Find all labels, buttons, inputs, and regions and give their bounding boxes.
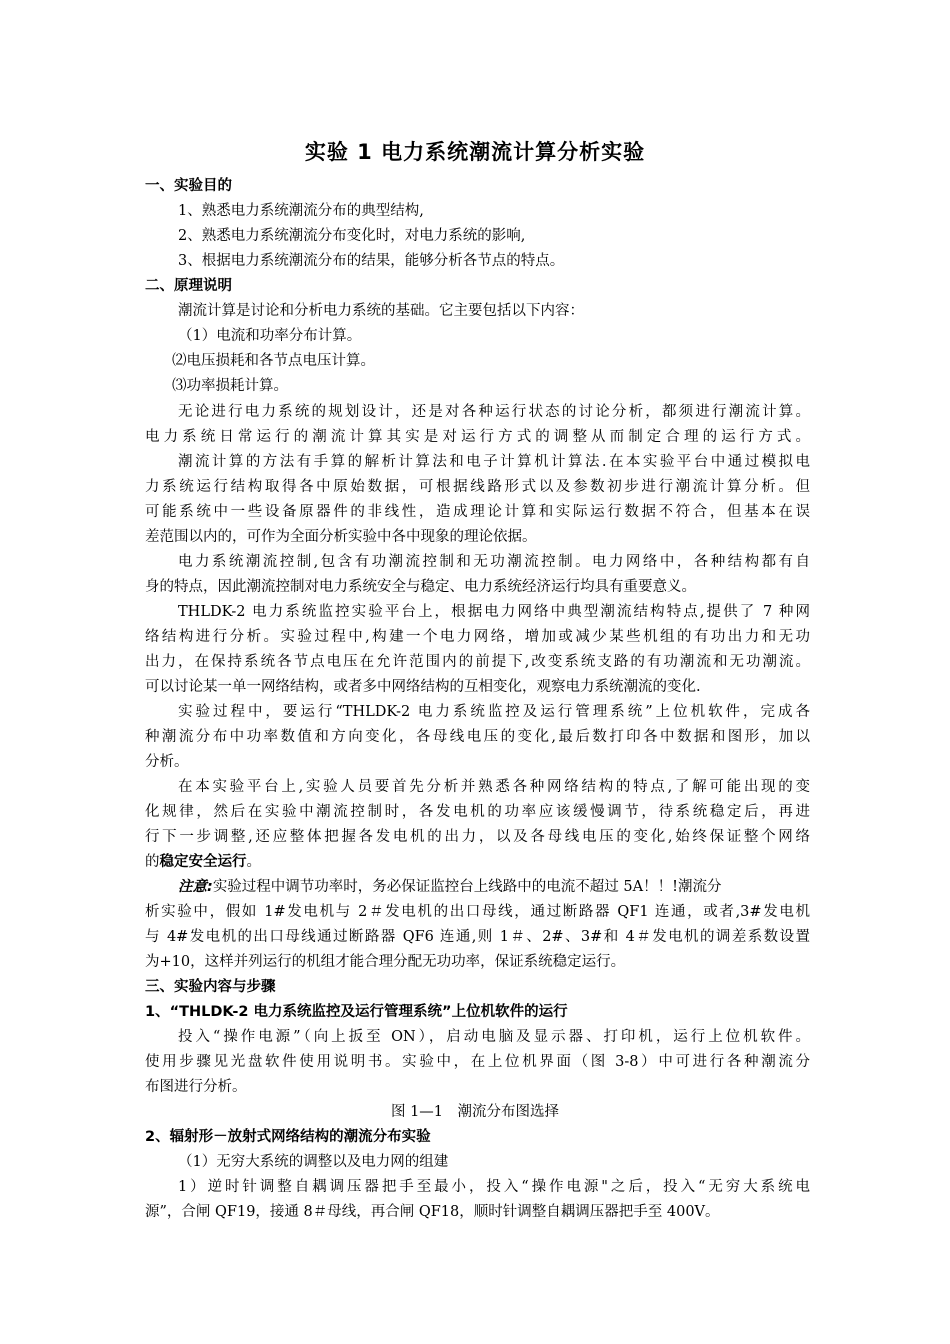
- paragraph-line: 身的特点，因此潮流控制对电力系统安全与稳定、电力系统经济运行均具有重要意义。: [145, 579, 696, 595]
- section-heading-purpose: 一、实验目的: [145, 178, 232, 194]
- list-item: （1）无穷大系统的调整以及电力网的组建: [178, 1154, 449, 1170]
- paragraph-line: 潮流计算是讨论和分析电力系统的基础。它主要包括以下内容：: [178, 303, 584, 319]
- paragraph-line: 与 4#发电机的出口母线通过断路器 QF6 连通,则 1＃、2#、3#和 4＃发电机的调差系数设置: [145, 929, 810, 945]
- text-span: 的: [145, 854, 160, 870]
- note-label: 注意:: [178, 879, 213, 895]
- paragraph-line: 无论进行电力系统的规划设计，还是对各种运行状态的讨论分析，都须进行潮流计算。: [178, 404, 810, 420]
- paragraph-line: 潮流计算的方法有手算的解析计算法和电子计算机计算法.在本实验平台中通过模拟电: [178, 454, 810, 470]
- paragraph-line: 使用步骤见光盘软件使用说明书。实验中，在上位机界面（图 3-8）中可进行各种潮流分: [145, 1054, 810, 1070]
- paragraph-line: 投入“操作电源”（向上扳至 ON），启动电脑及显示器、打印机，运行上位机软件。: [178, 1029, 810, 1045]
- list-item: ⑵电压损耗和各节点电压计算。: [172, 353, 375, 369]
- paragraph-line: [145, 852, 810, 872]
- emphasis-text: 稳定安全运行: [159, 854, 247, 870]
- paragraph-line: 析实验中，假如 1#发电机与 2＃发电机的出口母线，通过断路器 QF1 连通，或者,3#发电机: [145, 904, 810, 920]
- paragraph-line: 可能系统中一些设备原器件的非线性，造成理论计算和实际运行数据不符合，但基本在误: [145, 504, 810, 520]
- purpose-item: 2、熟悉电力系统潮流分布变化时，对电力系统的影响,: [178, 228, 526, 244]
- subsection-heading: 1、“THLDK-2 电力系统监控及运行管理系统”上位机软件的运行: [145, 1004, 568, 1020]
- paragraph-line: 为+10，这样并列运行的机组才能合理分配无功功率，保证系统稳定运行。: [145, 954, 626, 970]
- paragraph-line: 在本实验平台上,实验人员要首先分析并熟悉各种网络结构的特点,了解可能出现的变: [178, 779, 810, 795]
- paragraph-line: 1）逆时针调整自耦调压器把手至最小，投入“操作电源"之后，投入“无穷大系统电: [178, 1179, 810, 1195]
- purpose-item: 1、熟悉电力系统潮流分布的典型结构,: [178, 203, 424, 219]
- note-line: [178, 877, 810, 897]
- section-heading-principle: 二、原理说明: [145, 278, 232, 294]
- paragraph-line: 络结构进行分析。实验过程中,构建一个电力网络，增加或减少某些机组的有功出力和无功: [145, 629, 810, 645]
- paragraph-line: 可以讨论某一单一网络结构，或者多中网络结构的互相变化，观察电力系统潮流的变化.: [145, 679, 701, 695]
- paragraph-line: THLDK-2 电力系统监控实验平台上，根据电力网络中典型潮流结构特点,提供了 7 种网: [178, 604, 810, 620]
- subsection-heading: 2、辐射形－放射式网络结构的潮流分布实验: [145, 1129, 431, 1145]
- paragraph-line: 分析。: [145, 754, 189, 770]
- figure-caption: 图 1—1 潮流分布图选择: [390, 1104, 560, 1120]
- page-title: 实验 1 电力系统潮流计算分析实验: [304, 140, 646, 164]
- section-heading-steps: 三、实验内容与步骤: [145, 979, 276, 995]
- text-span: 。: [246, 854, 261, 870]
- paragraph-line: 源”，合闸 QF19，接通 8＃母线，再合闸 QF18，顺时针调整自耦调压器把手至 400V。: [145, 1204, 720, 1220]
- paragraph-line: 种潮流分布中功率数值和方向变化，各母线电压的变化,最后数打印各中数据和图形，加以: [145, 729, 810, 745]
- list-item: ⑶功率损耗计算。: [172, 378, 288, 394]
- paragraph-line: 布图进行分析。: [145, 1079, 247, 1095]
- note-text: 实验过程中调节功率时，务必保证监控台上线路中的电流不超过 5A！！!潮流分: [212, 879, 722, 895]
- list-item: （1）电流和功率分布计算。: [178, 328, 362, 344]
- paragraph-line: 电力系统潮流控制,包含有功潮流控制和无功潮流控制。电力网络中，各种结构都有自: [178, 554, 810, 570]
- paragraph-line: 差范围以内的，可作为全面分析实验中各中现象的理论依据。: [145, 529, 537, 545]
- purpose-item: 3、根据电力系统潮流分布的结果，能够分析各节点的特点。: [178, 253, 565, 269]
- paragraph-line: 力系统运行结构取得各中原始数据，可根据线路形式以及参数初步进行潮流计算分析。但: [145, 479, 810, 495]
- paragraph-line: 化规律，然后在实验中潮流控制时，各发电机的功率应该缓慢调节，待系统稳定后，再进: [145, 804, 810, 820]
- paragraph-line: 电力系统日常运行的潮流计算其实是对运行方式的调整从而制定合理的运行方式。: [145, 429, 810, 445]
- paragraph-line: 实验过程中，要运行“THLDK-2 电力系统监控及运行管理系统”上位机软件，完成各: [178, 704, 810, 720]
- paragraph-line: 行下一步调整,还应整体把握各发电机的出力，以及各母线电压的变化,始终保证整个网络: [145, 829, 810, 845]
- paragraph-line: 出力，在保持系统各节点电压在允许范围内的前提下,改变系统支路的有功潮流和无功潮流。: [145, 654, 810, 670]
